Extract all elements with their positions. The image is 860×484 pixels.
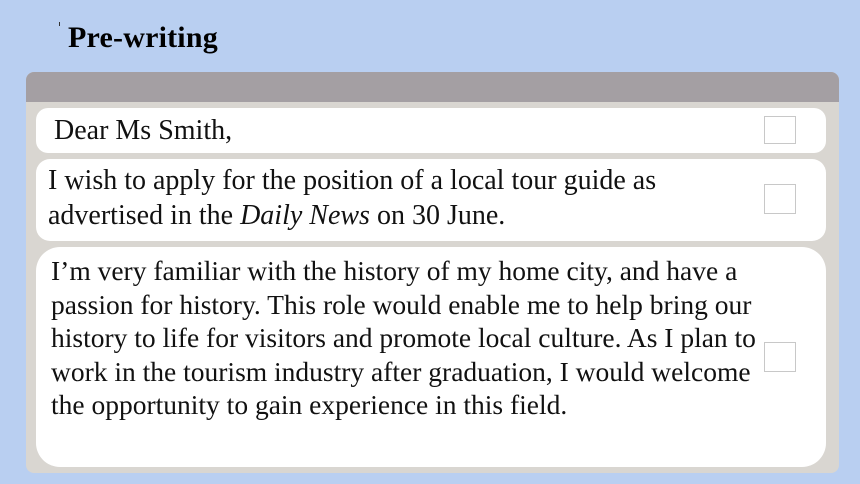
panel-header-bar (26, 72, 839, 102)
paragraph1-checkbox[interactable] (764, 184, 796, 214)
paragraph2-checkbox[interactable] (764, 342, 796, 372)
paragraph1-after: on 30 June. (369, 200, 506, 231)
newspaper-name: Daily News (240, 200, 370, 231)
greeting-checkbox[interactable] (764, 116, 796, 144)
letter-panel (26, 72, 839, 473)
paragraph2-card (36, 247, 826, 467)
page-title: Pre-writing (68, 21, 218, 54)
paragraph2-text: I’m very familiar with the history of my home city, and have a passion for history. This role would enable me to help bring our history to life for visitors and promote local culture. As I plan to work in the tourism industry after graduation, I would welcome the opportunity to gain experience in this field. (51, 255, 756, 420)
paragraph1-text (48, 163, 758, 233)
paragraph1-before: I wish to apply for the position of a local tour guide as advertised in the (48, 165, 657, 231)
title-tick-mark (59, 22, 60, 26)
greeting-text: Dear Ms Smith, (54, 115, 233, 146)
paragraph1-card (36, 159, 826, 241)
greeting-card (36, 108, 826, 153)
